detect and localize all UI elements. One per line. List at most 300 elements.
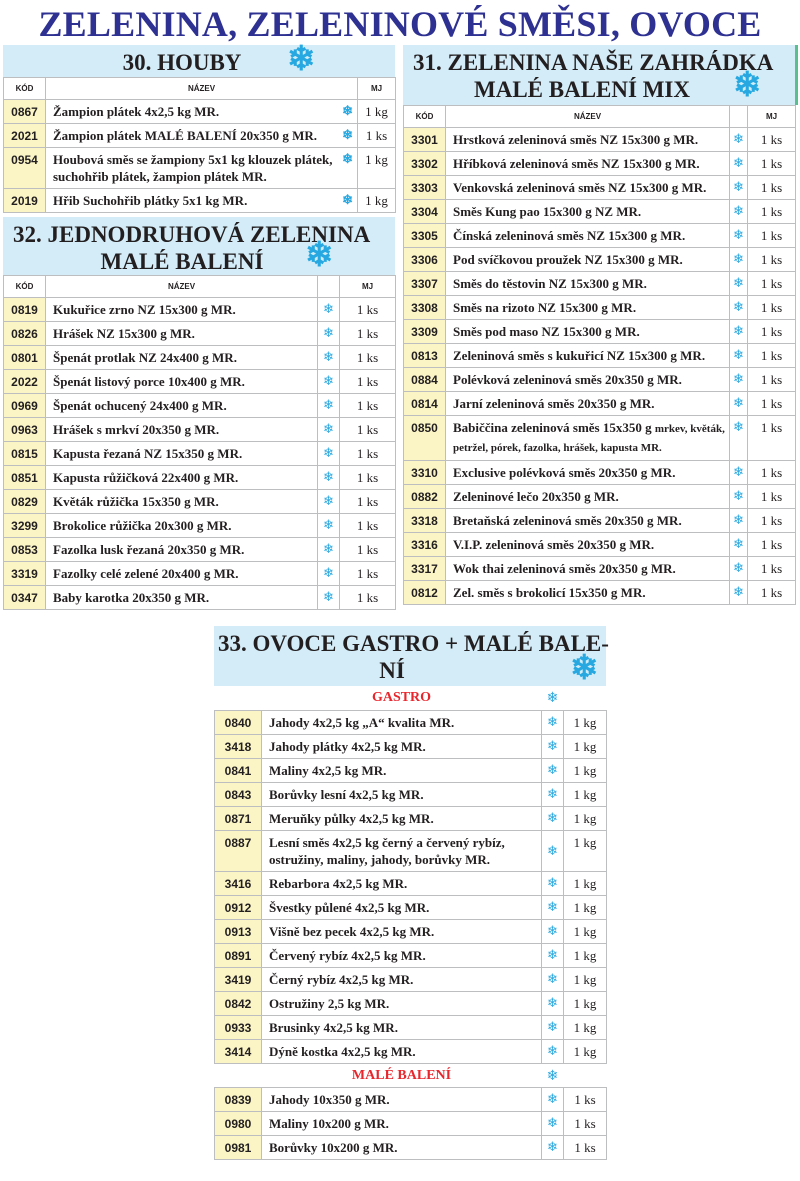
product-name xyxy=(262,830,542,871)
product-name-text: Špenát ochucený 24x400 g MR. xyxy=(53,398,227,413)
product-name-text: Červený rybíz 4x2,5 kg MR. xyxy=(269,947,426,963)
product-name xyxy=(262,782,542,806)
product-name xyxy=(262,1111,542,1135)
snowflake-icon: ❄ xyxy=(730,176,748,200)
snowflake-icon: ❄ xyxy=(546,1068,559,1084)
snowflake-icon: ❄ xyxy=(730,368,748,392)
product-name xyxy=(262,895,542,919)
product-code: 3307 xyxy=(404,272,446,296)
product-code: 3414 xyxy=(215,1039,262,1063)
product-name-text: Maliny 4x2,5 kg MR. xyxy=(269,762,387,778)
product-name xyxy=(46,148,358,189)
product-unit: 1 ks xyxy=(340,562,396,586)
product-name xyxy=(262,1135,542,1159)
product-name-text: Žampion plátek 4x2,5 kg MR. xyxy=(53,104,220,119)
snowflake-icon: ❄ xyxy=(318,466,340,490)
product-name xyxy=(446,416,730,461)
table-row xyxy=(4,442,396,466)
product-code: 3317 xyxy=(404,557,446,581)
product-name-text: Houbová směs se žampiony 5x1 kg klouzek plátek, suchohřib plátek, žampion plátek MR. xyxy=(53,152,333,184)
table-row xyxy=(404,152,796,176)
table-row xyxy=(215,871,607,895)
snowflake-icon: ❄ xyxy=(542,943,564,967)
product-name-text: Pod svíčkovou proužek NZ 15x300 g MR. xyxy=(453,252,683,267)
snowflake-icon: ❄ xyxy=(542,1015,564,1039)
table-row xyxy=(215,1111,607,1135)
table-row xyxy=(215,782,607,806)
table-row xyxy=(215,1015,607,1039)
product-unit: 1 kg xyxy=(564,806,607,830)
table-zahradka xyxy=(403,105,796,605)
product-name xyxy=(446,461,730,485)
product-code: 3302 xyxy=(404,152,446,176)
product-name-text: Špenát listový porce 10x400 g MR. xyxy=(53,374,245,389)
product-unit: 1 ks xyxy=(340,370,396,394)
product-name xyxy=(446,200,730,224)
table-row xyxy=(404,533,796,557)
product-unit: 1 kg xyxy=(564,871,607,895)
product-name-text: Baby karotka 20x350 g MR. xyxy=(53,590,210,605)
table-row xyxy=(4,148,396,189)
snowflake-icon: ❄ xyxy=(542,1135,564,1159)
snowflake-icon: ❄ xyxy=(730,200,748,224)
product-name-text: Jarní zeleninová směs 20x350 g MR. xyxy=(453,396,655,411)
product-code: 3316 xyxy=(404,533,446,557)
product-name xyxy=(46,514,318,538)
product-unit: 1 ks xyxy=(748,296,796,320)
snowflake-icon: ❄ xyxy=(542,806,564,830)
product-unit: 1 ks xyxy=(748,272,796,296)
product-code: 0347 xyxy=(4,586,46,610)
product-unit: 1 ks xyxy=(340,490,396,514)
product-name-text: Borůvky 10x200 g MR. xyxy=(269,1139,398,1155)
product-name xyxy=(262,758,542,782)
product-code: 0840 xyxy=(215,710,262,734)
table-row xyxy=(215,991,607,1015)
table-row xyxy=(215,967,607,991)
product-name xyxy=(46,562,318,586)
product-name xyxy=(46,442,318,466)
product-code: 0839 xyxy=(215,1087,262,1111)
product-name-text: Směs na rizoto NZ 15x300 g MR. xyxy=(453,300,637,315)
product-name-text: Borůvky lesní 4x2,5 kg MR. xyxy=(269,786,424,802)
product-name xyxy=(46,418,318,442)
product-name-text: Hřib Suchohřib plátky 5x1 kg MR. xyxy=(53,193,248,208)
product-name-text: Kukuřice zrno NZ 15x300 g MR. xyxy=(53,302,236,317)
product-name-text: Květák růžička 15x350 g MR. xyxy=(53,494,219,509)
snowflake-icon: ❄ xyxy=(542,734,564,758)
product-name-text: Hrášek s mrkví 20x350 g MR. xyxy=(53,422,220,437)
product-name-text: Wok thai zeleninová směs 20x350 g MR. xyxy=(453,561,676,576)
product-name-text: Bretaňská zeleninová směs 20x350 g MR. xyxy=(453,513,682,528)
product-code: 3419 xyxy=(215,967,262,991)
section-title-zahradka-line2: MALÉ BALENÍ MIX xyxy=(474,77,690,102)
product-name-text: Venkovská zeleninová směs NZ 15x300 g MR. xyxy=(453,180,707,195)
table-row xyxy=(215,1039,607,1063)
snowflake-icon: ❄ xyxy=(730,509,748,533)
product-code: 0912 xyxy=(215,895,262,919)
snowflake-icon: ❄ xyxy=(730,581,748,605)
snowflake-icon: ❄ xyxy=(730,533,748,557)
column-header-code: KÓD xyxy=(4,276,46,298)
product-code: 3309 xyxy=(404,320,446,344)
snowflake-icon: ❄ xyxy=(542,758,564,782)
product-name-text: Zel. směs s brokolicí 15x350 g MR. xyxy=(453,585,646,600)
snowflake-icon: ❄ xyxy=(318,514,340,538)
snowflake-icon: ❄ xyxy=(342,103,353,118)
snowflake-icon: ❄ xyxy=(318,298,340,322)
table-row xyxy=(4,418,396,442)
product-unit: 1 kg xyxy=(564,943,607,967)
product-unit: 1 kg xyxy=(564,967,607,991)
product-code: 3306 xyxy=(404,248,446,272)
snowflake-icon: ❄ xyxy=(287,41,316,78)
product-code: 0980 xyxy=(215,1111,262,1135)
product-name-text: Zeleninové lečo 20x350 g MR. xyxy=(453,489,619,504)
table-row xyxy=(404,200,796,224)
column-header-unit: MJ xyxy=(358,78,396,100)
spacer xyxy=(564,1063,607,1087)
product-name xyxy=(262,919,542,943)
table-row xyxy=(404,485,796,509)
snowflake-icon: ❄ xyxy=(542,1039,564,1063)
product-unit: 1 ks xyxy=(748,416,796,461)
product-unit: 1 ks xyxy=(748,461,796,485)
column-header-unit: MJ xyxy=(748,106,796,128)
section-ovoce xyxy=(214,626,609,1160)
table-row xyxy=(404,272,796,296)
table-row xyxy=(215,710,607,734)
product-unit: 1 kg xyxy=(358,100,396,124)
product-name xyxy=(262,710,542,734)
product-name xyxy=(46,100,358,124)
section-jednodruhova xyxy=(3,217,395,610)
section-zahradka xyxy=(403,45,795,605)
snowflake-icon: ❄ xyxy=(318,418,340,442)
table-row xyxy=(404,509,796,533)
product-unit: 1 ks xyxy=(748,344,796,368)
spacer xyxy=(564,686,607,710)
product-unit: 1 ks xyxy=(340,466,396,490)
product-code: 0813 xyxy=(404,344,446,368)
column-header-unit: MJ xyxy=(340,276,396,298)
table-row xyxy=(404,128,796,152)
product-name-text: Čínská zeleninová směs NZ 15x300 g MR. xyxy=(453,228,686,243)
product-unit: 1 ks xyxy=(748,368,796,392)
snowflake-icon: ❄ xyxy=(730,461,748,485)
table-row xyxy=(4,586,396,610)
product-name-text: Kapusta růžičková 22x400 g MR. xyxy=(53,470,239,485)
product-code: 0933 xyxy=(215,1015,262,1039)
snowflake-icon: ❄ xyxy=(542,895,564,919)
snowflake-icon: ❄ xyxy=(542,991,564,1015)
product-code: 0884 xyxy=(404,368,446,392)
table-row xyxy=(404,344,796,368)
spacer xyxy=(215,1063,262,1087)
product-name-text: Hrášek NZ 15x300 g MR. xyxy=(53,326,195,341)
product-code: 0814 xyxy=(404,392,446,416)
product-code: 0882 xyxy=(404,485,446,509)
snowflake-icon: ❄ xyxy=(570,650,599,687)
snowflake-icon: ❄ xyxy=(546,691,559,706)
section-title-ovoce-line2: NÍ xyxy=(379,658,405,683)
spacer xyxy=(215,686,262,710)
product-unit: 1 kg xyxy=(564,830,607,871)
table-row xyxy=(4,124,396,148)
product-name xyxy=(262,1039,542,1063)
product-code: 0851 xyxy=(4,466,46,490)
product-unit: 1 kg xyxy=(564,758,607,782)
product-name xyxy=(262,1087,542,1111)
product-code: 3304 xyxy=(404,200,446,224)
section-title-zahradka-line1: 31. ZELENINA NAŠE ZAHRÁDKA xyxy=(413,50,774,75)
product-name xyxy=(46,370,318,394)
snowflake-icon: ❄ xyxy=(342,151,353,166)
product-name xyxy=(446,485,730,509)
product-name xyxy=(446,368,730,392)
table-row xyxy=(4,370,396,394)
snowflake-icon: ❄ xyxy=(318,562,340,586)
product-name-text: Hrstková zeleninová směs NZ 15x300 g MR. xyxy=(453,132,699,147)
product-name xyxy=(262,943,542,967)
product-code: 2019 xyxy=(4,189,46,213)
product-unit: 1 ks xyxy=(340,346,396,370)
product-name xyxy=(446,272,730,296)
product-code: 3301 xyxy=(404,128,446,152)
product-name-text: Maliny 10x200 g MR. xyxy=(269,1115,389,1131)
product-unit: 1 kg xyxy=(564,734,607,758)
product-code: 0841 xyxy=(215,758,262,782)
snowflake-icon: ❄ xyxy=(542,782,564,806)
table-row xyxy=(215,943,607,967)
product-unit: 1 ks xyxy=(564,1135,607,1159)
snowflake-icon: ❄ xyxy=(318,346,340,370)
product-unit: 1 kg xyxy=(564,1039,607,1063)
product-unit: 1 ks xyxy=(340,538,396,562)
product-name xyxy=(446,509,730,533)
product-name-text: Jahody 4x2,5 kg „A“ kvalita MR. xyxy=(269,714,455,730)
snowflake-icon: ❄ xyxy=(542,1111,564,1135)
product-name xyxy=(46,346,318,370)
product-unit: 1 ks xyxy=(748,128,796,152)
column-header-name: NÁZEV xyxy=(446,106,730,128)
section-header-houby xyxy=(3,41,395,78)
product-name xyxy=(446,224,730,248)
snowflake-icon: ❄ xyxy=(730,416,748,461)
product-name xyxy=(446,128,730,152)
table-row xyxy=(4,189,396,213)
product-code: 0829 xyxy=(4,490,46,514)
product-name xyxy=(446,392,730,416)
table-row xyxy=(4,322,396,346)
product-name xyxy=(262,806,542,830)
snowflake-icon: ❄ xyxy=(342,192,353,207)
product-unit: 1 ks xyxy=(748,557,796,581)
snowflake-icon: ❄ xyxy=(542,830,564,871)
snowflake-icon: ❄ xyxy=(542,967,564,991)
table-row xyxy=(4,466,396,490)
product-code: 3308 xyxy=(404,296,446,320)
table-row xyxy=(215,919,607,943)
product-unit: 1 ks xyxy=(340,394,396,418)
snowflake-icon: ❄ xyxy=(730,344,748,368)
table-row xyxy=(4,490,396,514)
product-unit: 1 ks xyxy=(340,442,396,466)
product-code: 0913 xyxy=(215,919,262,943)
table-row xyxy=(404,416,796,461)
product-unit: 1 ks xyxy=(340,514,396,538)
product-name xyxy=(446,581,730,605)
product-code: 3310 xyxy=(404,461,446,485)
product-name xyxy=(262,991,542,1015)
product-name xyxy=(262,871,542,895)
table-row xyxy=(4,346,396,370)
table-row xyxy=(215,758,607,782)
snowflake-icon: ❄ xyxy=(318,370,340,394)
product-code: 0981 xyxy=(215,1135,262,1159)
table-row xyxy=(404,224,796,248)
product-name xyxy=(46,538,318,562)
column-header-flake xyxy=(318,276,340,298)
product-code: 0867 xyxy=(4,100,46,124)
product-name xyxy=(46,124,358,148)
product-unit: 1 ks xyxy=(748,392,796,416)
table-jednodruhova xyxy=(3,275,396,610)
table-row xyxy=(4,394,396,418)
snowflake-icon: ❄ xyxy=(730,557,748,581)
product-name-text: Višně bez pecek 4x2,5 kg MR. xyxy=(269,923,435,939)
table-row xyxy=(404,176,796,200)
product-name-text: Polévková zeleninová směs 20x350 g MR. xyxy=(453,372,682,387)
product-name-text: Babiččina zeleninová směs 15x350 g xyxy=(453,420,652,435)
product-name-text: Lesní směs 4x2,5 kg černý a červený rybíz, ostružiny, maliny, jahody, borůvky MR. xyxy=(269,834,505,867)
table-row xyxy=(215,734,607,758)
snowflake-icon: ❄ xyxy=(318,586,340,610)
product-unit: 1 ks xyxy=(748,152,796,176)
product-name xyxy=(446,557,730,581)
product-unit: 1 ks xyxy=(748,248,796,272)
product-name xyxy=(46,189,358,213)
snowflake-icon: ❄ xyxy=(542,710,564,734)
section-header-jednodruhova xyxy=(3,217,395,275)
column-header-code: KÓD xyxy=(404,106,446,128)
table-row xyxy=(4,562,396,586)
product-unit: 1 ks xyxy=(748,485,796,509)
product-name-text: Černý rybíz 4x2,5 kg MR. xyxy=(269,971,414,987)
product-code: 3305 xyxy=(404,224,446,248)
table-row xyxy=(215,1087,607,1111)
product-name xyxy=(446,320,730,344)
product-name-text: Dýně kostka 4x2,5 kg MR. xyxy=(269,1043,416,1059)
table-row xyxy=(404,368,796,392)
product-unit: 1 kg xyxy=(358,148,396,189)
snowflake-icon: ❄ xyxy=(730,272,748,296)
section-header-ovoce xyxy=(214,626,609,687)
snowflake-icon: ❄ xyxy=(342,127,353,142)
product-name xyxy=(446,248,730,272)
product-unit: 1 ks xyxy=(748,320,796,344)
product-unit: 1 ks xyxy=(340,322,396,346)
product-name-text: Fazolka lusk řezaná 20x350 g MR. xyxy=(53,542,245,557)
snowflake-icon: ❄ xyxy=(305,237,334,274)
product-name-text: Brusinky 4x2,5 kg MR. xyxy=(269,1019,398,1035)
table-row xyxy=(215,895,607,919)
section-title-jednodruhova-line2: MALÉ BALENÍ xyxy=(100,249,264,274)
product-unit: 1 ks xyxy=(748,581,796,605)
snowflake-icon: ❄ xyxy=(542,919,564,943)
product-unit: 1 kg xyxy=(564,782,607,806)
subheading-male-baleni xyxy=(215,1063,607,1087)
snowflake-icon: ❄ xyxy=(730,224,748,248)
snowflake-icon: ❄ xyxy=(733,67,762,104)
table-row xyxy=(404,320,796,344)
snowflake-icon: ❄ xyxy=(318,538,340,562)
subheading-label: GASTRO xyxy=(371,690,432,705)
snowflake-icon: ❄ xyxy=(730,248,748,272)
product-code: 3416 xyxy=(215,871,262,895)
header-accent-bar xyxy=(795,45,798,105)
product-name-text: Švestky půlené 4x2,5 kg MR. xyxy=(269,899,430,915)
product-name xyxy=(46,298,318,322)
section-title-houby: 30. HOUBY xyxy=(122,50,242,75)
product-code: 0826 xyxy=(4,322,46,346)
product-name xyxy=(262,967,542,991)
product-code: 0842 xyxy=(215,991,262,1015)
product-code: 0815 xyxy=(4,442,46,466)
snowflake-icon: ❄ xyxy=(730,128,748,152)
section-header-zahradka xyxy=(403,45,795,105)
product-name-text: Rebarbora 4x2,5 kg MR. xyxy=(269,875,408,891)
product-unit: 1 kg xyxy=(564,1015,607,1039)
product-name-text: Meruňky půlky 4x2,5 kg MR. xyxy=(269,810,434,826)
product-unit: 1 ks xyxy=(748,533,796,557)
section-title-jednodruhova-line1: 32. JEDNODRUHOVÁ ZELENINA xyxy=(13,222,371,247)
product-name-text: Brokolice růžička 20x300 g MR. xyxy=(53,518,232,533)
product-code: 0850 xyxy=(404,416,446,461)
product-unit: 1 kg xyxy=(564,710,607,734)
table-row xyxy=(404,461,796,485)
product-name-text: Fazolky celé zelené 20x400 g MR. xyxy=(53,566,239,581)
product-unit: 1 ks xyxy=(564,1111,607,1135)
table-row xyxy=(404,248,796,272)
product-name xyxy=(46,586,318,610)
product-name-text: Žampion plátek MALÉ BALENÍ 20x350 g MR. xyxy=(53,128,317,143)
product-unit: 1 ks xyxy=(358,124,396,148)
subheading-label: MALÉ BALENÍ xyxy=(351,1067,452,1083)
product-name xyxy=(446,176,730,200)
snowflake-icon: ❄ xyxy=(730,392,748,416)
product-name-text: V.I.P. zeleninová směs 20x350 g MR. xyxy=(453,537,655,552)
product-code: 3318 xyxy=(404,509,446,533)
product-code: 0843 xyxy=(215,782,262,806)
table-row xyxy=(404,296,796,320)
table-row xyxy=(404,557,796,581)
product-name-text: Zeleninová směs s kukuřicí NZ 15x300 g MR. xyxy=(453,348,706,363)
product-code: 0954 xyxy=(4,148,46,189)
product-name xyxy=(262,1015,542,1039)
product-name-text: Špenát protlak NZ 24x400 g MR. xyxy=(53,350,237,365)
product-name-text: Ostružiny 2,5 kg MR. xyxy=(269,995,390,1011)
table-row xyxy=(4,100,396,124)
product-unit: 1 kg xyxy=(564,919,607,943)
table-row xyxy=(215,830,607,871)
product-unit: 1 kg xyxy=(358,189,396,213)
product-code: 2022 xyxy=(4,370,46,394)
product-code: 0812 xyxy=(404,581,446,605)
subheading-gastro xyxy=(215,686,607,710)
product-code: 0871 xyxy=(215,806,262,830)
product-name xyxy=(46,322,318,346)
